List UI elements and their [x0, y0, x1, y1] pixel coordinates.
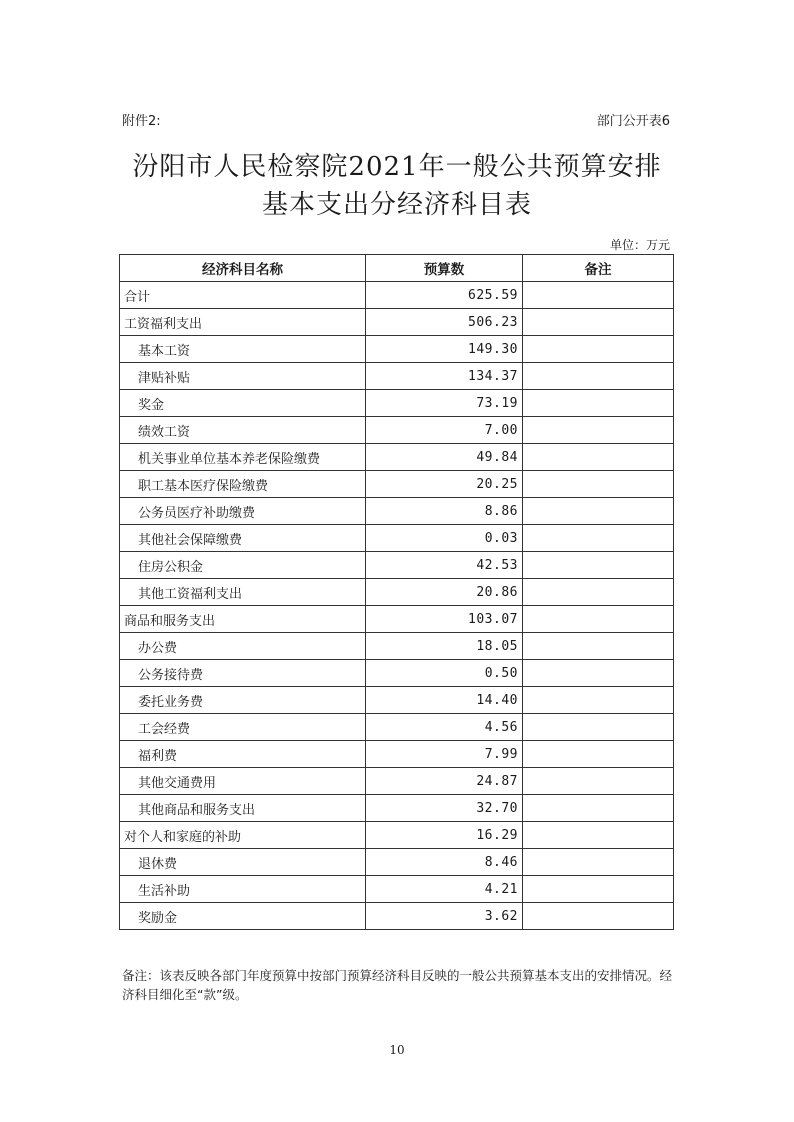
table-row	[120, 795, 674, 822]
cell-item-name: 津贴补贴	[120, 363, 366, 390]
cell-item-name: 住房公积金	[120, 552, 366, 579]
table-row	[120, 687, 674, 714]
cell-amount: 625.59	[366, 282, 523, 309]
cell-amount: 20.25	[366, 471, 523, 498]
cell-amount: 0.03	[366, 525, 523, 552]
cell-item-name: 委托业务费	[120, 687, 366, 714]
cell-item-name: 基本工资	[120, 336, 366, 363]
table-body	[120, 282, 674, 930]
table-row	[120, 282, 674, 309]
budget-table	[119, 254, 674, 930]
cell-amount: 24.87	[366, 768, 523, 795]
unit-label: 单位：万元	[609, 238, 670, 252]
cell-amount: 18.05	[366, 633, 523, 660]
table-row	[120, 876, 674, 903]
table-row	[120, 822, 674, 849]
cell-note	[523, 336, 674, 363]
cell-note	[523, 309, 674, 336]
cell-note	[523, 498, 674, 525]
cell-item-name: 奖励金	[120, 903, 366, 930]
footnote: 备注：该表反映各部门年度预算中按部门预算经济科目反映的一般公共预算基本支出的安排情况。经济科目细化至“款”级。	[122, 968, 673, 1002]
cell-amount: 20.86	[366, 579, 523, 606]
table-number-label: 部门公开表6	[596, 114, 670, 129]
cell-item-name: 福利费	[120, 741, 366, 768]
column-header-note: 备注	[523, 255, 674, 282]
cell-note	[523, 390, 674, 417]
cell-amount: 7.99	[366, 741, 523, 768]
cell-amount: 32.70	[366, 795, 523, 822]
cell-item-name: 绩效工资	[120, 417, 366, 444]
table-row	[120, 660, 674, 687]
table-row	[120, 606, 674, 633]
table-row	[120, 579, 674, 606]
cell-amount: 16.29	[366, 822, 523, 849]
table-row	[120, 552, 674, 579]
cell-note	[523, 282, 674, 309]
cell-amount: 149.30	[366, 336, 523, 363]
cell-note	[523, 471, 674, 498]
cell-item-name: 其他工资福利支出	[120, 579, 366, 606]
cell-amount: 8.86	[366, 498, 523, 525]
cell-note	[523, 660, 674, 687]
cell-amount: 14.40	[366, 687, 523, 714]
cell-note	[523, 903, 674, 930]
cell-note	[523, 579, 674, 606]
cell-note	[523, 822, 674, 849]
cell-amount: 4.21	[366, 876, 523, 903]
table-row	[120, 417, 674, 444]
cell-note	[523, 444, 674, 471]
page-number: 10	[389, 1043, 405, 1057]
cell-item-name: 生活补助	[120, 876, 366, 903]
title-line-2: 基本支出分经济科目表	[261, 190, 532, 220]
cell-note	[523, 552, 674, 579]
table-row	[120, 471, 674, 498]
cell-item-name: 机关事业单位基本养老保险缴费	[120, 444, 366, 471]
table-row	[120, 336, 674, 363]
table-row	[120, 444, 674, 471]
cell-item-name: 其他社会保障缴费	[120, 525, 366, 552]
cell-item-name: 公务员医疗补助缴费	[120, 498, 366, 525]
cell-note	[523, 363, 674, 390]
table-row	[120, 768, 674, 795]
cell-note	[523, 525, 674, 552]
table-row	[120, 903, 674, 930]
cell-amount: 42.53	[366, 552, 523, 579]
table-row	[120, 390, 674, 417]
cell-amount: 3.62	[366, 903, 523, 930]
cell-item-name: 工会经费	[120, 714, 366, 741]
cell-amount: 49.84	[366, 444, 523, 471]
table-row	[120, 714, 674, 741]
cell-note	[523, 606, 674, 633]
table-row	[120, 633, 674, 660]
cell-note	[523, 795, 674, 822]
cell-note	[523, 687, 674, 714]
cell-note	[523, 417, 674, 444]
cell-amount: 7.00	[366, 417, 523, 444]
cell-amount: 506.23	[366, 309, 523, 336]
cell-item-name: 办公费	[120, 633, 366, 660]
cell-note	[523, 741, 674, 768]
cell-amount: 103.07	[366, 606, 523, 633]
cell-amount: 8.46	[366, 849, 523, 876]
cell-item-name: 职工基本医疗保险缴费	[120, 471, 366, 498]
cell-note	[523, 633, 674, 660]
table-row	[120, 309, 674, 336]
table-row	[120, 525, 674, 552]
cell-note	[523, 768, 674, 795]
cell-item-name: 商品和服务支出	[120, 606, 366, 633]
table-header-row	[120, 255, 674, 282]
attachment-label: 附件2:	[122, 114, 161, 129]
cell-amount: 73.19	[366, 390, 523, 417]
cell-item-name: 合计	[120, 282, 366, 309]
cell-item-name: 其他交通费用	[120, 768, 366, 795]
column-header-name: 经济科目名称	[120, 255, 366, 282]
table-row	[120, 849, 674, 876]
cell-item-name: 奖金	[120, 390, 366, 417]
cell-item-name: 退休费	[120, 849, 366, 876]
title-line-1: 汾阳市人民检察院2021年一般公共预算安排	[132, 152, 662, 182]
table-row	[120, 363, 674, 390]
cell-item-name: 工资福利支出	[120, 309, 366, 336]
cell-note	[523, 714, 674, 741]
cell-amount: 4.56	[366, 714, 523, 741]
column-header-amount: 预算数	[366, 255, 523, 282]
cell-item-name: 其他商品和服务支出	[120, 795, 366, 822]
cell-item-name: 对个人和家庭的补助	[120, 822, 366, 849]
cell-amount: 0.50	[366, 660, 523, 687]
table-row	[120, 498, 674, 525]
cell-amount: 134.37	[366, 363, 523, 390]
cell-note	[523, 876, 674, 903]
cell-note	[523, 849, 674, 876]
table-row	[120, 741, 674, 768]
document-title	[0, 148, 794, 224]
cell-item-name: 公务接待费	[120, 660, 366, 687]
